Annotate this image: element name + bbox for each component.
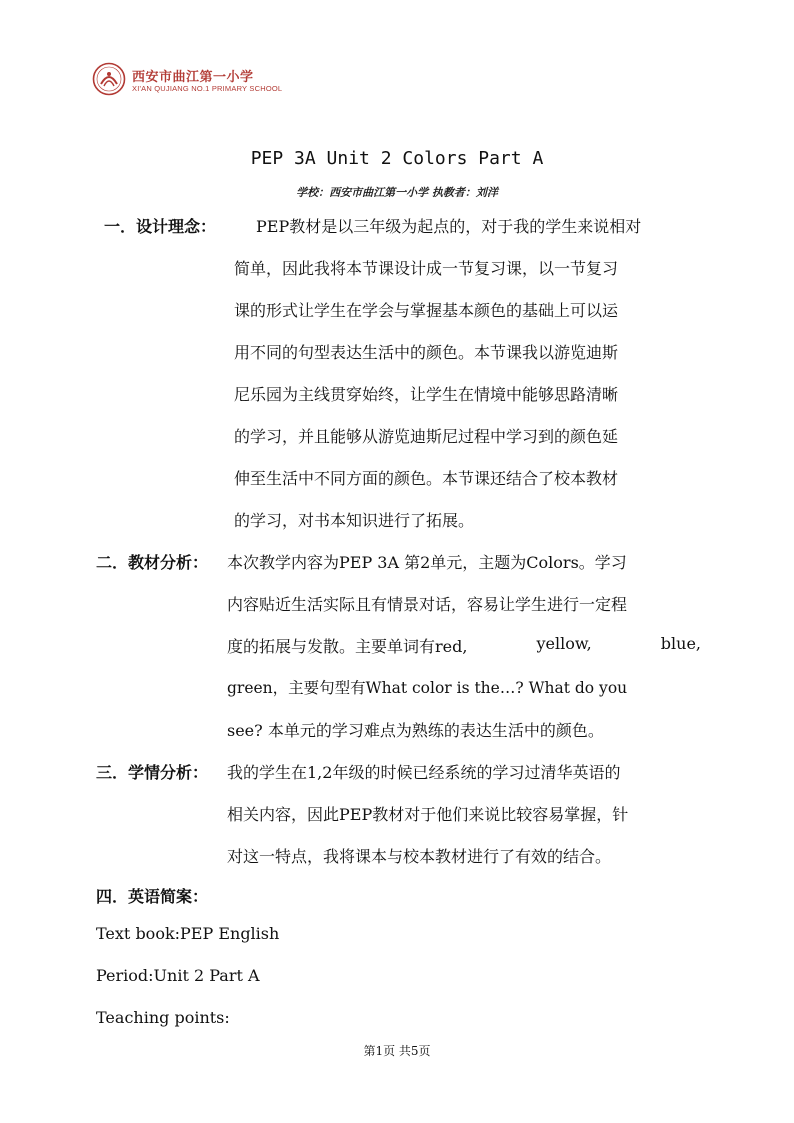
paragraph-line: green，主要句型有What color is the…? What do you — [227, 679, 628, 697]
document-title: PEP 3A Unit 2 Colors Part A — [250, 148, 544, 169]
school-header — [92, 60, 352, 100]
section-heading-material: 二．教材分析： — [96, 553, 209, 572]
school-emblem-icon — [92, 62, 126, 96]
document-subtitle: 学校：西安市曲江第一小学 执教者：刘洋 — [296, 186, 498, 199]
paragraph-line: see? 本单元的学习难点为熟练的表达生活中的颜色。 — [227, 721, 604, 740]
section-heading-design: 一．设计理念： — [104, 217, 217, 236]
paragraph-line: 相关内容，因此PEP教材对于他们来说比较容易掌握，针 — [227, 805, 629, 824]
paragraph-line: 伸至生活中不同方面的颜色。本节课还结合了校本教材 — [234, 469, 619, 488]
paragraph-line: 我的学生在1,2年级的时候已经系统的学习过清华英语的 — [227, 763, 621, 782]
paragraph-line: 的学习，并且能够从游览迪斯尼过程中学习到的颜色延 — [234, 427, 619, 446]
paragraph-line: 课的形式让学生在学会与掌握基本颜色的基础上可以运 — [234, 301, 619, 320]
line-segment: yellow, — [536, 634, 592, 653]
school-name-cn: 西安市曲江第一小学 — [132, 70, 254, 85]
section-heading-students: 三．学情分析： — [96, 763, 209, 782]
teaching-points-line: Teaching points: — [96, 1008, 230, 1027]
paragraph-line: 用不同的句型表达生活中的颜色。本节课我以游览迪斯 — [234, 343, 619, 362]
period-line: Period:Unit 2 Part A — [96, 966, 260, 985]
paragraph-line: 简单，因此我将本节课设计成一节复习课，以一节复习 — [234, 259, 619, 278]
page-footer: 第1页 共5页 — [363, 1044, 431, 1058]
paragraph-line: 尼乐园为主线贯穿始终，让学生在情境中能够思路清晰 — [234, 385, 619, 404]
line-segment: blue, — [660, 634, 701, 653]
paragraph-line — [227, 634, 701, 657]
section-heading-plan: 四．英语简案： — [96, 887, 209, 906]
paragraph-line: 的学习，对书本知识进行了拓展。 — [234, 511, 475, 530]
paragraph-line: 内容贴近生活实际且有情景对话，容易让学生进行一定程 — [227, 595, 628, 614]
paragraph-line: 本次教学内容为PEP 3A 第2单元，主题为Colors。学习 — [227, 553, 627, 572]
text-book-line: Text book:PEP English — [96, 924, 280, 943]
paragraph-line: 对这一特点，我将课本与校本教材进行了有效的结合。 — [227, 847, 612, 866]
school-name-en: XI'AN QUJIANG NO.1 PRIMARY SCHOOL — [132, 84, 283, 93]
paragraph-line: PEP教材是以三年级为起点的，对于我的学生来说相对 — [256, 217, 642, 236]
line-segment: 度的拓展与发散。主要单词有red, — [227, 637, 468, 656]
